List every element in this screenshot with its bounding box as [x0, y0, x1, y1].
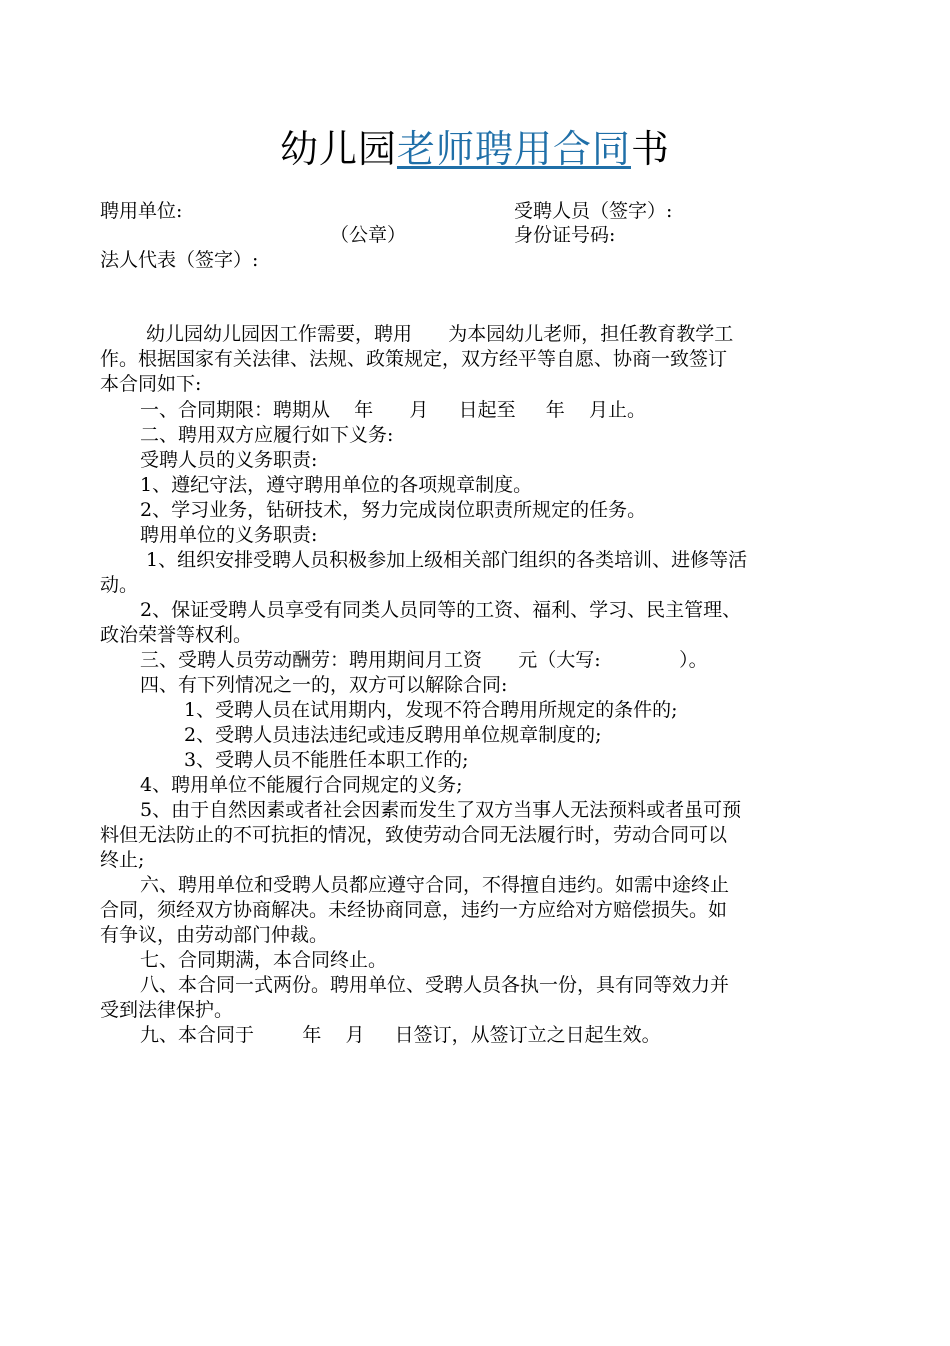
- employer-label: 聘用单位:: [100, 200, 183, 222]
- body-line: 3、受聘人员不能胜任本职工作的;: [184, 749, 469, 771]
- body-line: 幼儿园幼儿园因工作需要，聘用 为本园幼儿老师，担任教育教学工: [146, 323, 734, 345]
- body-line: 2、学习业务，钻研技术，努力完成岗位职责所规定的任务。: [140, 499, 647, 521]
- body-line: 2、受聘人员违法违纪或违反聘用单位规章制度的;: [184, 724, 602, 746]
- body-line: 合同，须经双方协商解决。未经协商同意，违约一方应给对方赔偿损失。如: [100, 899, 728, 921]
- body-line: 九、本合同于 年 月 日签订，从签订立之日起生效。: [140, 1024, 661, 1046]
- body-line: 聘用单位的义务职责:: [140, 524, 318, 546]
- document-title: [0, 124, 950, 174]
- body-line: 作。根据国家有关法律、法规、政策规定，双方经平等自愿、协商一致签订: [100, 348, 728, 370]
- body-line: 有争议，由劳动部门仲裁。: [100, 924, 329, 946]
- body-line: 动。: [100, 574, 139, 596]
- employee-signature-label: 受聘人员（签字）:: [514, 200, 673, 222]
- body-line: 政治荣誉等权利。: [100, 624, 253, 646]
- body-line: 1、遵纪守法，遵守聘用单位的各项规章制度。: [140, 474, 533, 496]
- title-suffix: 书: [631, 127, 671, 171]
- body-line: 七、合同期满，本合同终止。: [140, 949, 388, 971]
- body-line: 本合同如下:: [100, 373, 202, 395]
- title-prefix: 幼儿园: [279, 127, 397, 171]
- body-line: 受聘人员的义务职责:: [140, 449, 318, 471]
- body-line: 4、聘用单位不能履行合同规定的义务;: [140, 774, 463, 796]
- body-line: 八、本合同一式两份。聘用单位、受聘人员各执一份，具有同等效力并: [140, 974, 730, 996]
- body-line: 一、合同期限：聘期从 年 月 日起至 年 月止。: [140, 399, 646, 421]
- body-line: 5、由于自然因素或者社会因素而发生了双方当事人无法预料或者虽可预: [140, 799, 742, 821]
- body-line: 四、有下列情况之一的，双方可以解除合同:: [140, 674, 508, 696]
- body-line: 1、组织安排受聘人员积极参加上级相关部门组织的各类培训、进修等活: [146, 549, 748, 571]
- body-line: 二、聘用双方应履行如下义务:: [140, 424, 394, 446]
- legal-representative-label: 法人代表（签字）:: [100, 249, 259, 271]
- official-seal-label: （公章）: [330, 224, 407, 246]
- body-line: 终止;: [100, 849, 145, 871]
- body-line: 2、保证受聘人员享受有同类人员同等的工资、福利、学习、民主管理、: [140, 599, 742, 621]
- id-number-label: 身份证号码:: [514, 224, 616, 246]
- body-line: 1、受聘人员在试用期内，发现不符合聘用所规定的条件的;: [184, 699, 678, 721]
- body-line: 六、聘用单位和受聘人员都应遵守合同，不得擅自违约。如需中途终止: [140, 874, 730, 896]
- body-line: 料但无法防止的不可抗拒的情况，致使劳动合同无法履行时，劳动合同可以: [100, 824, 728, 846]
- body-line: 受到法律保护。: [100, 999, 234, 1021]
- title-link[interactable]: 老师聘用合同: [396, 127, 631, 171]
- body-line: 三、受聘人员劳动酬劳：聘用期间月工资 元（大写: ）。: [140, 649, 708, 671]
